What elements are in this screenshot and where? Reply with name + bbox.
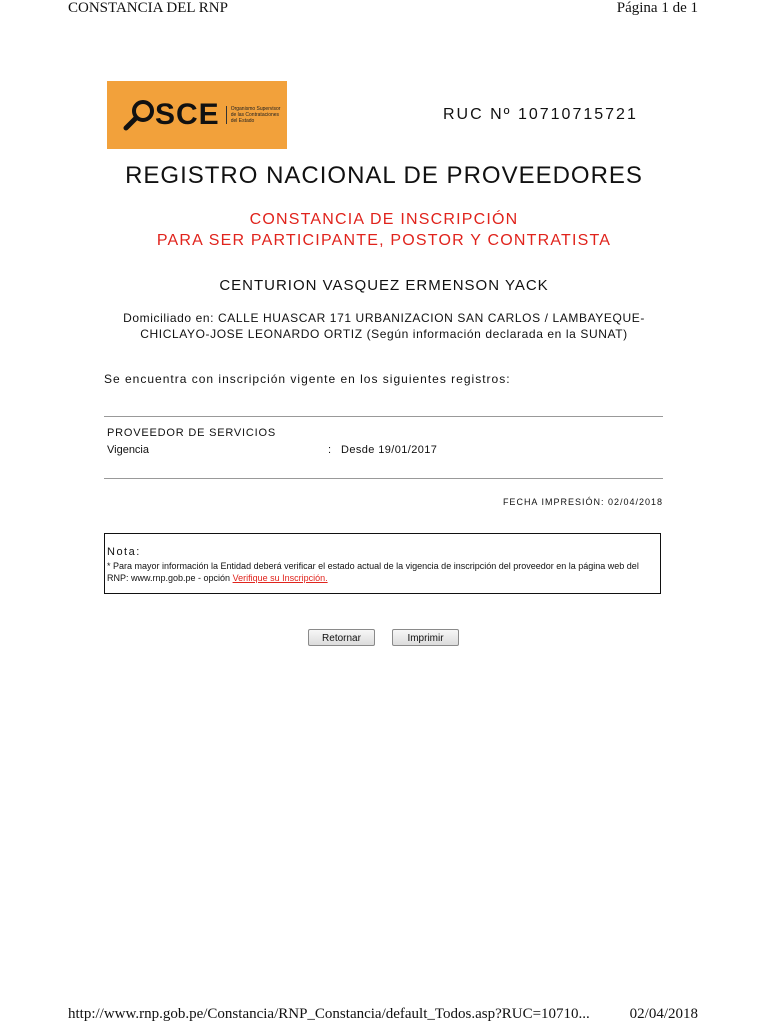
note-body: * Para mayor información la Entidad deberá verificar el estado actual de la vigencia de inscripción del proveedor en la página web del RNP: www.rnp.gob.pe - opción (107, 561, 639, 583)
address-line-2: CHICLAYO-JOSE LEONARDO ORTIZ (Según información declarada en la SUNAT) (140, 327, 628, 341)
address-line-1: Domiciliado en: CALLE HUASCAR 171 URBANIZACION SAN CARLOS / LAMBAYEQUE- (123, 311, 645, 325)
validity-label: Vigencia (107, 444, 149, 456)
divider-top (104, 416, 663, 417)
back-button[interactable]: Retornar (308, 629, 375, 646)
osce-logo (107, 81, 287, 149)
logo-wordmark: SCE (155, 98, 220, 131)
print-footer-url: http://www.rnp.gob.pe/Constancia/RNP_Constancia/default_Todos.asp?RUC=10710... (68, 1006, 590, 1022)
certificate-subtitle (0, 209, 768, 251)
print-date: FECHA IMPRESIÓN: 02/04/2018 (502, 497, 663, 507)
note-title: Nota: (107, 546, 141, 558)
subtitle-line-1: CONSTANCIA DE INSCRIPCIÓN (249, 211, 519, 228)
verify-inscription-link[interactable]: Verifique su Inscripción. (232, 573, 328, 583)
print-header-page-number: Página 1 de 1 (616, 0, 698, 16)
registry-type: PROVEEDOR DE SERVICIOS (107, 427, 276, 439)
ruc-number: RUC Nº 10710715721 (443, 106, 638, 123)
print-button[interactable]: Imprimir (392, 629, 459, 646)
note-text (107, 560, 660, 584)
print-footer-date: 02/04/2018 (629, 1006, 698, 1022)
provider-name: CENTURION VASQUEZ ERMENSON YACK (219, 277, 549, 294)
divider-bottom (104, 478, 663, 479)
logo-subtitle: Organismo Supervisor de las Contrataciones del Estado (226, 106, 283, 124)
provider-address (100, 310, 668, 342)
validity-colon: : (328, 444, 332, 456)
magnifier-icon (123, 98, 157, 132)
note-box (104, 533, 661, 594)
registry-intro: Se encuentra con inscripción vigente en los siguientes registros: (104, 372, 511, 386)
validity-value: Desde 19/01/2017 (341, 444, 438, 456)
subtitle-line-2: PARA SER PARTICIPANTE, POSTOR Y CONTRATISTA (156, 232, 612, 249)
page-title: REGISTRO NACIONAL DE PROVEEDORES (125, 162, 643, 189)
print-header-title: CONSTANCIA DEL RNP (68, 0, 228, 16)
